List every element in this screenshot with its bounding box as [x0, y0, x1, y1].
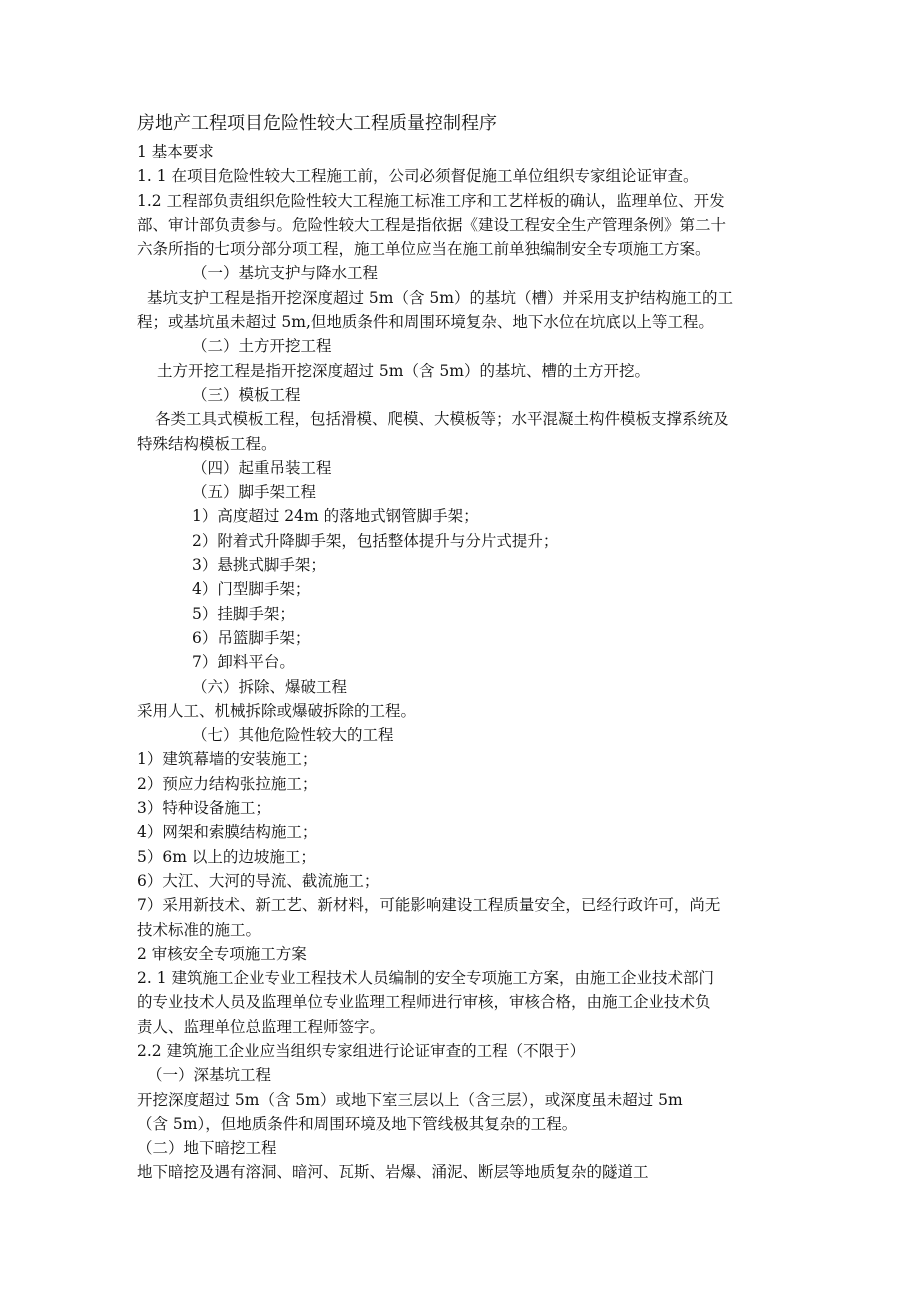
list-item: 5）6m 以上的边坡施工； [137, 847, 316, 866]
subsection-heading: （五）脚手架工程 [192, 483, 317, 502]
paragraph-line: 2.2 建筑施工企业应当组织专家组进行论证审查的工程（不限于） [137, 1041, 586, 1060]
list-item: 5）挂脚手架； [192, 604, 295, 623]
paragraph-line: 六条所指的七项分部分项工程，施工单位应当在施工前单独编制安全专项施工方案。 [137, 240, 711, 259]
paragraph-line: 各类工具式模板工程，包括滑模、爬模、大模板等；水平混凝土构件模板支撑系统及 [155, 410, 729, 429]
subsection-heading: （三）模板工程 [192, 385, 301, 404]
list-item: 4）门型脚手架； [192, 580, 311, 599]
list-item: 2）预应力结构张拉施工； [137, 774, 318, 793]
document-body [137, 108, 787, 1185]
list-item: 3）悬挑式脚手架； [192, 556, 326, 575]
paragraph-line: 2. 1 建筑施工企业专业工程技术人员编制的安全专项施工方案，由施工企业技术部门 [137, 969, 715, 988]
list-item: 3）特种设备施工； [137, 799, 271, 818]
list-item: 7）卸料平台。 [192, 653, 295, 672]
list-item: 6）吊篮脚手架； [192, 628, 311, 647]
list-item: 1）高度超过 24m 的落地式钢管脚手架； [192, 507, 479, 526]
paragraph-line: 开挖深度超过 5m（含 5m）或地下室三层以上（含三层），或深度虽未超过 5m [137, 1090, 683, 1109]
subsection-heading: （一）深基坑工程 [147, 1066, 272, 1085]
subsection-heading: （二）地下暗挖工程 [137, 1139, 277, 1158]
paragraph-line: 技术标准的施工。 [137, 920, 262, 939]
list-item: 6）大江、大河的导流、截流施工； [137, 871, 380, 890]
list-item: 4）网架和索膜结构施工； [137, 823, 318, 842]
section-heading: 2 审核安全专项施工方案 [137, 944, 307, 963]
paragraph-line: （含 5m），但地质条件和周围环境及地下管线极其复杂的工程。 [137, 1114, 578, 1133]
paragraph-line: 采用人工、机械拆除或爆破拆除的工程。 [137, 701, 417, 720]
document-title: 房地产工程项目危险性较大工程质量控制程序 [137, 113, 497, 134]
paragraph-line: 1.2 工程部负责组织危险性较大工程施工标准工序和工艺样板的确认，监理单位、开发 [137, 191, 725, 210]
subsection-heading: （七）其他危险性较大的工程 [192, 726, 394, 745]
subsection-heading: （六）拆除、爆破工程 [192, 677, 348, 696]
paragraph-line: 特殊结构模板工程。 [137, 434, 277, 453]
list-item: 1）建筑幕墙的安装施工； [137, 750, 318, 769]
paragraph-line: 地下暗挖及遇有溶洞、暗河、瓦斯、岩爆、涌泥、断层等地质复杂的隧道工 [137, 1163, 649, 1182]
list-item: 2）附着式升降脚手架，包括整体提升与分片式提升； [192, 531, 559, 550]
paragraph-line: 土方开挖工程是指开挖深度超过 5m（含 5m）的基坑、槽的土方开挖。 [157, 361, 650, 380]
paragraph-line: 基坑支护工程是指开挖深度超过 5m（含 5m）的基坑（槽）并采用支护结构施工的工 [147, 288, 733, 307]
subsection-heading: （一）基坑支护与降水工程 [192, 264, 379, 283]
paragraph-line: 1. 1 在项目危险性较大工程施工前，公司必须督促施工单位组织专家组论证审查。 [137, 167, 699, 186]
paragraph-line: 的专业技术人员及监理单位专业监理工程师进行审核，审核合格，由施工企业技术负 [137, 993, 711, 1012]
list-item: 7）采用新技术、新工艺、新材料，可能影响建设工程质量安全，已经行政许可，尚无 [137, 896, 721, 915]
paragraph-line: 责人、监理单位总监理工程师签字。 [137, 1017, 386, 1036]
paragraph-line: 部、审计部负责参与。危险性较大工程是指依据《建设工程安全生产管理条例》第二十 [137, 215, 727, 234]
section-heading: 1 基本要求 [137, 143, 214, 161]
subsection-heading: （四）起重吊装工程 [192, 458, 332, 477]
subsection-heading: （二）土方开挖工程 [192, 337, 332, 356]
paragraph-line: 程；或基坑虽未超过 5m,但地质条件和周围环境复杂、地下水位在坑底以上等工程。 [137, 313, 714, 332]
